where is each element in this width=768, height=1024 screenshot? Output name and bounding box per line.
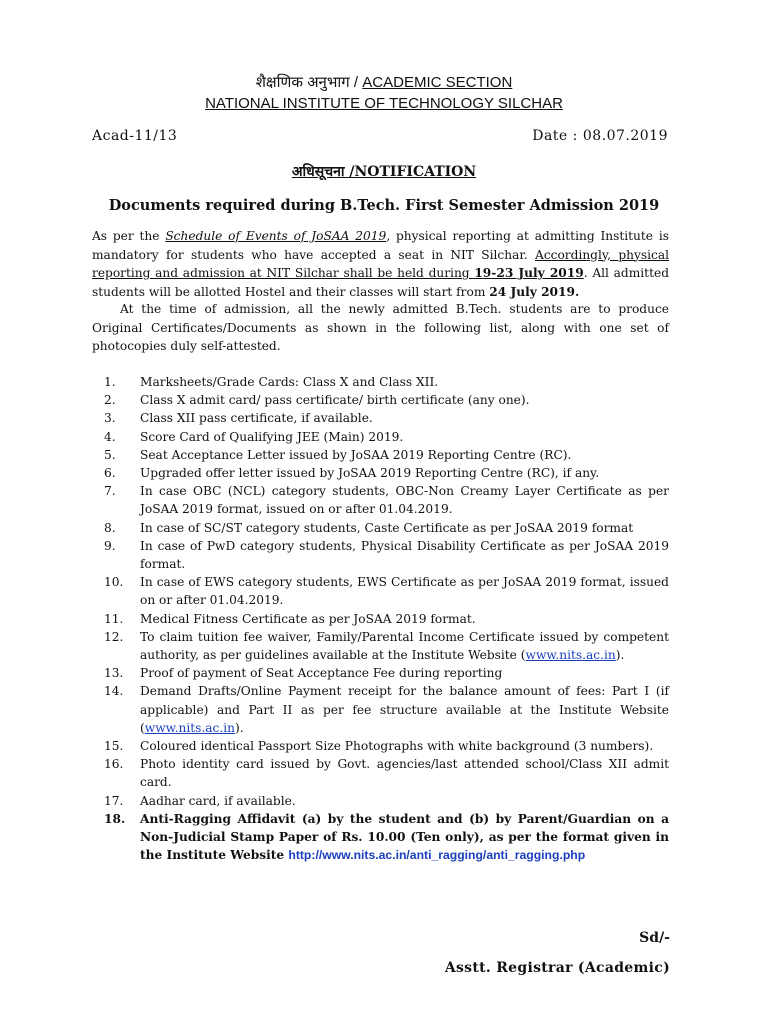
list-item-number: 16. xyxy=(104,757,124,772)
website-link[interactable]: www.nits.ac.in xyxy=(525,648,616,663)
list-item-text: Anti-Ragging Affidavit (a) by the student and (b) by Parent/Guardian on a Non-Judicial Stamp Paper of Rs. 10.00 (Ten only), as per the format given in the Institute Website xyxy=(140,811,669,863)
document-list-item xyxy=(92,537,669,573)
list-item-number: 3. xyxy=(104,411,116,426)
document-list-item xyxy=(92,428,669,446)
list-item-text: To claim tuition fee waiver, Family/Parental Income Certificate issued by competent authority, as per guidelines available at the Institute Website ( xyxy=(140,629,669,663)
list-item-number: 4. xyxy=(104,429,116,444)
document-list-item xyxy=(92,573,669,609)
document-list xyxy=(92,373,669,864)
document-list-item xyxy=(92,464,669,482)
document-list-item xyxy=(92,737,669,755)
list-item-number: 11. xyxy=(104,611,124,626)
list-item-text: Marksheets/Grade Cards: Class X and Class XII. xyxy=(140,375,439,389)
list-item-text: Seat Acceptance Letter issued by JoSAA 2019 Reporting Centre (RC). xyxy=(140,447,572,462)
list-item-text: Proof of payment of Seat Acceptance Fee during reporting xyxy=(140,666,503,681)
document-list-item xyxy=(92,391,669,409)
list-item-text: Medical Fitness Certificate as per JoSAA 2019 format. xyxy=(140,611,476,626)
list-item-text: Aadhar card, if available. xyxy=(140,793,296,808)
document-list-item xyxy=(92,810,669,865)
academic-section-label: ACADEMIC SECTION xyxy=(362,74,513,91)
hindi-section-label: शैक्षणिक अनुभाग xyxy=(255,74,350,91)
list-item-text: In case of SC/ST category students, Caste Certificate as per JoSAA 2019 format xyxy=(140,520,634,535)
section-header: शैक्षणिक अनुभाग / ACADEMIC SECTION xyxy=(255,74,513,91)
document-list-item xyxy=(92,409,669,427)
list-item-text: Score Card of Qualifying JEE (Main) 2019. xyxy=(140,429,404,444)
document-list-item xyxy=(92,755,669,791)
list-item-number: 10. xyxy=(104,575,124,590)
notification-date: Date : 08.07.2019 xyxy=(532,128,668,144)
list-item-text: Demand Drafts/Online Payment receipt for the balance amount of fees: Part I (if applicable) and Part II as per fee structure available at the Institute Website ( xyxy=(140,684,669,735)
document-list-item xyxy=(92,373,669,391)
document-list-item xyxy=(92,792,669,810)
list-item-number: 18. xyxy=(104,811,126,826)
institute-name: NATIONAL INSTITUTE OF TECHNOLOGY SILCHAR xyxy=(205,95,563,112)
josaa-schedule-reference: Schedule of Events of JoSAA 2019 xyxy=(165,229,387,243)
document-list-item xyxy=(92,446,669,464)
list-item-text: Photo identity card issued by Govt. agencies/last attended school/Class XII admit card. xyxy=(140,757,669,790)
list-item-text: In case of EWS category students, EWS Certificate as per JoSAA 2019 format, issued on or after 01.04.2019. xyxy=(140,575,669,608)
notification-heading: अधिसूचना /NOTIFICATION xyxy=(291,164,477,180)
list-item-text: Coloured identical Passport Size Photographs with white background (3 numbers). xyxy=(140,739,654,754)
list-item-number: 5. xyxy=(104,447,116,462)
signature-mark: Sd/- xyxy=(639,930,670,946)
list-item-number: 6. xyxy=(104,466,116,481)
intro-paragraph: As per the Schedule of Events of JoSAA 2019, physical reporting at admitting Institute is mandatory for students who have accepted a seat in NIT Silchar. Accordingly, physical reporting and admission at NIT Silchar shall be held during 19-23 July 2019. All admitted students will be allotted Hostel and their classes will start from 24 July 2019. xyxy=(92,229,669,299)
admission-paragraph: At the time of admission, all the newly admitted B.Tech. students are to produce Original Certificates/Documents as shown in the following list, along with one set of photocopies duly self-attested. xyxy=(92,302,669,354)
reporting-dates: 19-23 July 2019 xyxy=(474,266,584,281)
document-title: Documents required during B.Tech. First Semester Admission 2019 xyxy=(108,197,660,214)
list-item-text: In case OBC (NCL) category students, OBC-Non Creamy Layer Certificate as per JoSAA 2019 format, issued on or after 01.04.2019. xyxy=(140,484,669,517)
signatory-designation: Asstt. Registrar (Academic) xyxy=(444,960,670,976)
list-item-number: 17. xyxy=(104,793,124,808)
list-item-number: 2. xyxy=(104,393,116,408)
document-list-item xyxy=(92,610,669,628)
list-item-number: 9. xyxy=(104,538,116,553)
list-item-text: In case of PwD category students, Physical Disability Certificate as per JoSAA 2019 format. xyxy=(140,538,669,572)
document-list-item: 14. Demand Drafts/Online Payment receipt for the balance amount of fees: Part I (if applicable) and Part II as per fee structure available at the Institute Website (www.nits.ac.in). xyxy=(92,682,669,737)
list-item-number: 15. xyxy=(104,739,124,754)
list-item-text: Upgraded offer letter issued by JoSAA 2019 Reporting Centre (RC), if any. xyxy=(140,466,600,481)
reference-number: Acad-11/13 xyxy=(92,128,178,144)
list-item-number: 1. xyxy=(104,375,116,389)
document-list-item xyxy=(92,482,669,518)
list-item-text: Class X admit card/ pass certificate/ birth certificate (any one). xyxy=(140,393,530,408)
list-item-text: Class XII pass certificate, if available. xyxy=(140,411,373,426)
list-item-number: 12. xyxy=(104,629,124,644)
document-list-item: 12. To claim tuition fee waiver, Family/Parental Income Certificate issued by competent authority, as per guidelines available at the Institute Website (www.nits.ac.in). xyxy=(92,628,669,664)
list-item-number: 14. xyxy=(104,684,124,699)
document-list-item xyxy=(92,664,669,682)
class-start-date: 24 July 2019. xyxy=(489,284,580,299)
list-item-number: 13. xyxy=(104,666,124,681)
website-link[interactable]: http://www.nits.ac.in/anti_ragging/anti_ragging.php xyxy=(288,848,586,863)
list-item-number: 7. xyxy=(104,484,116,499)
document-list-item xyxy=(92,519,669,537)
website-link[interactable]: www.nits.ac.in xyxy=(144,720,235,735)
list-item-number: 8. xyxy=(104,520,116,535)
